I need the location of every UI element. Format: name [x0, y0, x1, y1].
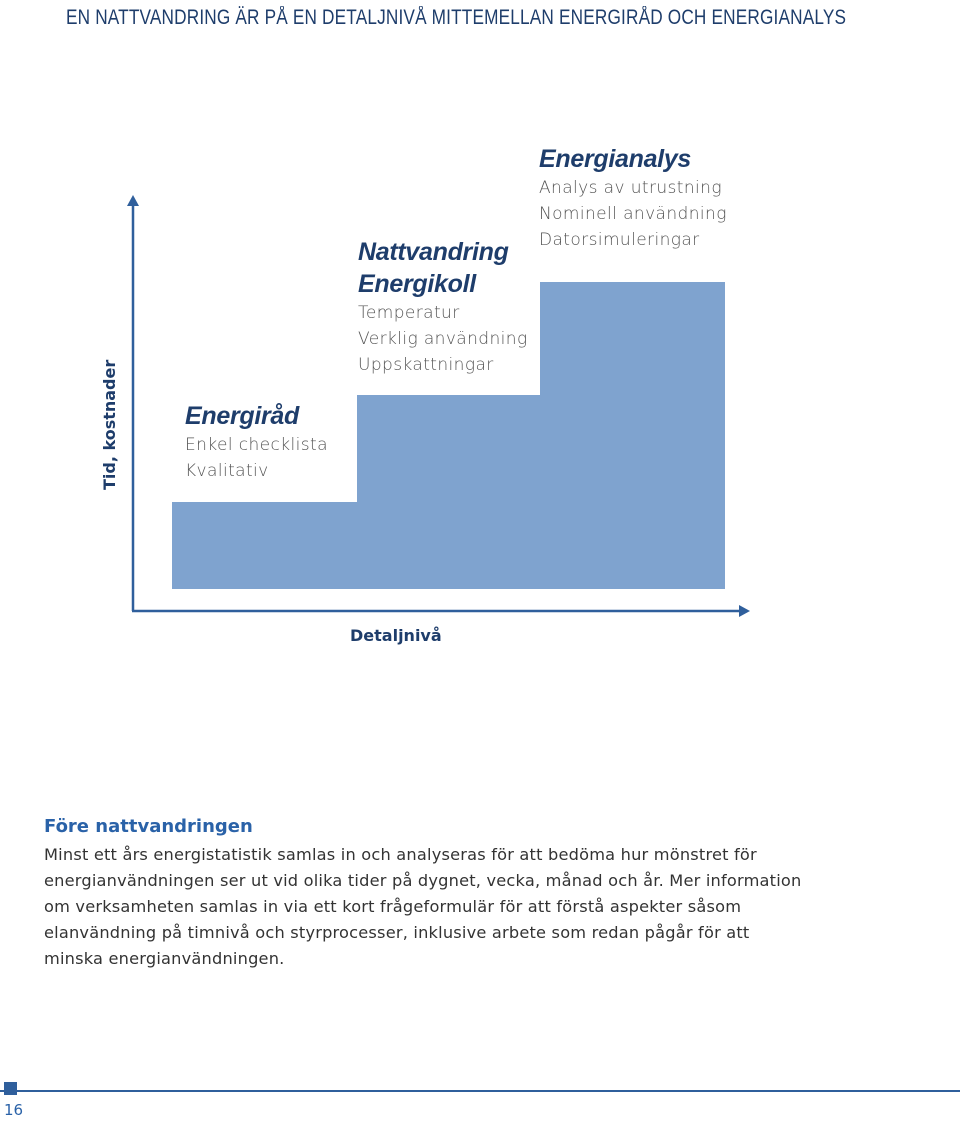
y-axis-label: Tid, kostnader — [100, 359, 119, 490]
step-line: Verklig användning — [358, 329, 528, 349]
step-title: Energiråd — [185, 402, 299, 430]
footer-square-icon — [4, 1082, 17, 1095]
footer-rule — [0, 1090, 960, 1092]
step-line: Kvalitativ — [185, 461, 269, 481]
x-axis-arrow-icon — [739, 605, 750, 617]
step-line: Enkel checklista — [185, 435, 328, 455]
step-line: Temperatur — [358, 303, 460, 323]
step-line: Uppskattningar — [358, 355, 494, 375]
page-number: 16 — [4, 1101, 24, 1119]
step-energirad — [185, 400, 328, 484]
step-nattvandring — [358, 236, 528, 378]
step-line: Nominell användning — [539, 204, 727, 224]
y-axis-arrow-icon — [127, 195, 139, 206]
section-body-text: Minst ett års energistatistik samlas in och analyseras för att bedöma hur mönstret för energianvändningen ser ut vid olika tider på dygnet, vecka, månad och år. Mer information om verksamheten samlas in via ett kort frågeformulär för att förstå aspekter såsom elanvändning på timnivå och styrprocesser, inklusive arbete som redan pågår för att minska energianvändningen. — [44, 845, 802, 968]
step-title: Energikoll — [358, 270, 476, 298]
step-line: Datorsimuleringar — [539, 230, 700, 250]
x-axis-label: Detaljnivå — [350, 626, 442, 645]
step-line: Analys av utrustning — [539, 178, 722, 198]
page-title: EN NATTVANDRING ÄR PÅ EN DETALJNIVÅ MITTEMELLAN ENERGIRÅD OCH ENERGIANALYS — [66, 6, 847, 29]
section-heading: Före nattvandringen — [44, 816, 253, 837]
step-energianalys — [539, 143, 727, 253]
step-title: Energianalys — [539, 145, 692, 173]
step-title: Nattvandring — [358, 238, 509, 266]
